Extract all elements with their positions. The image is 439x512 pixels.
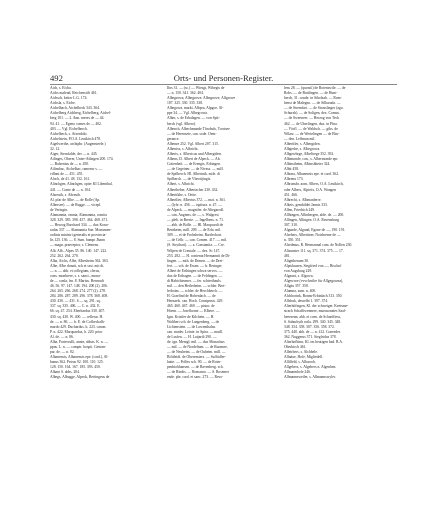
index-line: Allnäue, Hofe, Migliedell. [284,355,324,360]
index-line: — can. Augiens. de —, s. Walgrest [167,212,219,217]
index-line: berch (vgl. Albero). [167,121,197,126]
index-line: — n. — abb. et collegium, clerus, [50,268,100,273]
index-line: — mil. — de Nordelium. — de Ruomne, [167,344,228,349]
index-line: — abb. de Bolle. — Hl. Marquardi de [167,223,224,228]
index-line: Bentkeim, mill. 209. — de Erla. mil. [167,228,222,233]
index-line: — de Neuheim. — de Ouheim. mill. — [167,350,226,355]
index-line: Albgesbe, s. Albegrowa. [284,146,321,151]
index-line: Walthert sch. de Langenberg. — de [167,319,220,324]
index-line: Schurzh). — de Soligen, dex. Comus. [284,111,340,116]
index-line: Albani S. abbs. 204. [50,370,80,375]
index-line: lingen. — mth. de Drmen. — de Drei- [167,258,224,263]
index-line: 375. 440. abb. de — n. 412. Coneedes [284,329,341,334]
index-line: dt Habichiermer. — fer. schterthauls. [167,278,222,283]
index-line: — de Rindts. — Romanor. — S. Rosemer [167,370,230,375]
index-line: heeesenn, abb. et conv. de Schaeffiess, [284,314,341,319]
index-line: 187. 325. 330. 335. 338. [167,101,203,106]
index-line: 46. 56. 97. 147. 148. 194. 200 (2). 206. [50,284,108,289]
index-line: Albrunsbr. aom, Albers, O.A. Leutkirch, [284,182,344,187]
index-line: Algaunt, s. Algowa. [284,273,314,278]
index-line: de Alpeck. — magnifer. de Altegarodl. [167,207,225,212]
index-line: Hoem. — Josefhorne — Klbere. — [167,309,220,314]
index-line: penbiohhansen. — de Ravenberg. sch. [167,365,224,370]
index-line: Alba, Fraterculli, annie, abbas. K. n. — [50,339,109,344]
index-line: Albersee). — de Rugge. — vicepl. [50,202,102,207]
index-line: — de Gegeiner. — de Nivass. — mill. [167,167,224,172]
index-line: can. moder. Leinie. in Spira. — mutll. [167,329,224,334]
index-line: — n. 150. 341. 362. 404. [167,91,204,96]
index-line: 328. 329. 385. 398. 457. 464. 468. 471. [50,218,109,223]
index-line: hensi de Malegno. — de Silbarada. — [284,101,341,106]
index-line: Allen, Friedrich 249. [284,207,315,212]
index-line: 451. 466. [284,192,298,197]
index-line: mil. — den Hetlerheim. — schler. Bert- [167,284,226,289]
index-line: Alleirbers, s. Alchbele. [284,350,318,355]
index-line: Algunde, Algund, Egone de —, 190. 191. [284,228,346,233]
index-line: H. Graelind de Hobenlach. — de [167,294,216,299]
index-line: Aichelstein, P.O.A. Leutkirch 478. [50,136,102,141]
index-line: — de Stremfart. — de Strasslinger (ago. [284,106,344,111]
index-line: Ibrs 31. — (sc.) — Wiesgt, Wibegts de [167,86,225,90]
index-line: Albegrowa, Albegrowe, Albegrowe, Alfgrowe [167,96,236,101]
index-line: 284. 286. 287. 289. 296. 378. 368. 408. [50,294,109,299]
index-line: Aichsch, keiter L.G. 174. [50,96,88,101]
header-rule [50,84,397,85]
index-line: gerance. [167,136,180,141]
index-line: Alamannia, omnia, Alamannia, comita [50,212,107,217]
index-line: 362. Nuggerus 371. Siegfridus 378. [284,334,337,339]
index-line: Alba, Aichs, Albe, Albesheim 362. 363. [50,258,109,263]
index-line: Allhingen, Allinbergen, alde. de. — 200. [284,212,345,217]
index-line: Aichsla, s. Eiche. [50,101,76,106]
index-line: 441. — Conte de — n. 104. [50,187,91,192]
index-line: Albertlier, Albertus 372. — mat. n. 361. [167,197,226,202]
index-line: — magn. praeceptor, s. Clemens. [50,243,100,248]
index-line: Alkeis, gembildet Jannis 333. [284,202,328,207]
index-line: Alfshuk, desselbt 1. 397. 374. [284,299,329,304]
index-line: Albert de Erthingen schwa servos. — [167,268,223,273]
index-line: Alisunster 111. sq. 371. 374. 375. — 17. [284,248,344,253]
index-line: Alpisluusen, Siegfried von —, Bischof [284,263,342,268]
index-line: Albens, D. Albert de Alpeck. — Ab. [167,157,221,162]
index-line: 337. sq. 335. 406. — C. n. 432. E. [50,304,101,309]
index-column-right [284,86,396,460]
index-line: Bifttleidi. de Oberensters. — Suffiidler- [167,355,226,360]
index-line: Allgäu 357. 358. [284,284,309,289]
index-line: 465. 460. 467. 469. — pistor. de [167,304,215,309]
index-line: lens 28. — (quond.) de Rotenswile. — de [284,86,346,90]
index-line: ende. pbr. card. et sanc. 273. — Reso- [167,375,224,380]
running-header [50,72,397,84]
page-number: 492 [50,73,63,83]
index-line: Alltlfeld, s. Albaroch. [284,360,317,365]
index-line: 307. 310. [284,223,298,228]
index-line: Alzreuth, s. Altreuth. [50,192,82,197]
index-line: 309. — et de Frohsheim. Bartlechart. [167,233,222,238]
index-line: — den. Leffmun mil. [284,136,316,141]
index-line: Al. de. — n. 86. [50,334,74,339]
index-line: de — conla, fm. 8. Marius. Bernrudt [50,278,104,283]
index-line: Albertikhe, s. Oette. [167,192,197,197]
index-line: Oberkirch 461. [284,344,307,349]
index-line: 253. 282. — H. contenta Hermannii de Di- [167,253,231,258]
index-line: de Spilberch. Hl. Albertnik. mile. di [167,172,220,177]
index-line: 264. 265. 266. 268. 274. 277 (2). 278. [50,289,106,294]
index-line: Aichelberg Aichberg, Eichelberg, Aichel- [50,111,112,116]
index-line: hatte. — Pollex sch. 90. — de Roter- [167,360,222,365]
index-line: Albgewbrge, Albelirege 352. 392. [284,152,335,157]
index-line: Albe, Albe donati, sch et ssst. mit dt. [50,263,105,268]
index-line: — Herzog Burchard 334. — dux Kono- [50,223,109,228]
index-line: par. de. — n. 82. [50,350,75,355]
index-line: Wilpen de Creutale. — dex. Sc 147. [167,248,221,253]
index-line: Algewore (vvvchrrilre für Allgegowna), [284,278,344,283]
index-line: Albrecht, s. Albmanlerre. [284,197,322,202]
index-line: — pleb. in Breste. — Ingelbens. n. 71. [167,218,224,223]
index-line: radus 337. — Alamannia Sue. Monumen- [50,228,112,233]
index-line: Alsehers, Albertiner, Noisbreme de — [284,233,341,238]
index-line: berg 101. — 2. Ann. meres de — 44. [50,116,105,121]
index-line: Albimonde, can., s. Albermonde epr. [284,157,339,162]
index-line: villani de — 451. 455. [50,172,84,177]
index-line: Alchhorink, Bonns-Erbinlach 313. 350. [284,294,343,299]
index-line: banus 362. Petrus 92. 100. 110. 125. [50,360,104,365]
index-line: von Augsburg 229. [284,268,313,273]
index-line: 32. 12. [50,146,61,151]
index-line: Albanensis, Albanensis epe. (card.), Al- [50,355,109,360]
index-line: 430. 430. — 431. 6 — sq. 291. sq. [50,299,101,304]
index-line: Alb. Alb., Alpes 35. 86. 140. 147. 222. [50,248,108,253]
index-line: Albench, Albechmunde Throbuls, Torrtsee [167,126,230,131]
index-line: 430. sq. 430. W. 400. — cellerar. H. [50,314,104,319]
index-line: cons. monbrere, s. s. sanct., mona- [50,273,101,278]
index-line: — Vörfl. — de Waldsch. — gibs. de [284,126,338,131]
index-line: ppus. L. n. — comptr. hospit. Genom- [50,344,107,349]
index-line: Aich, s. Eicha. [50,86,72,90]
index-line: Alignthenum 30. [284,258,309,263]
index-line: — de Cellr. — can. Comen. 417. — mil. [167,238,227,243]
index-line: strach Schafftwennere, mueasonates Saaf- [284,309,347,314]
index-line: Alterhofhinn, Kl. im heutigen bad. B.A. [284,339,343,344]
index-line: Lichtenstein. — de Lowenthalsn. [167,324,217,329]
index-line: Allmannhofe 246. [284,370,311,375]
index-line: Ailinsbac, Aichelbac, ramenw s. — [50,167,103,172]
index-line: lerboim. — schler. de Herchberch. — [167,289,223,294]
index-line: de Lusfen. — H. Lutjardi 290. — [167,334,217,339]
index-line: 94. 41. — Egeno comes de — 402. [50,121,102,126]
index-line: 403. — Vgl. Eichelberch. [50,126,88,131]
index-line: de Veringin. [50,207,68,212]
index-line: 481. [284,253,291,258]
index-line: Allmannsweiler, s. Allmannswyler. [284,375,336,380]
running-title: Orts- und Personen-Register. [173,73,274,83]
index-line: berch, 31. conde. in Stholzab. — Rom- [284,96,342,101]
index-line: 348. 354. 358. 307. 356. 358. 372. [284,324,335,329]
index-column-left [50,86,162,460]
index-line: Rohs. — de Buttlingen. — de Hunt- [284,91,338,96]
index-line: de. — n. 86. — fr. E. de Coflrechalh- [50,319,105,324]
index-line: Aloch, de 41. 48. 132. 161. [50,177,91,182]
index-line: lis 125. 136. — 8. Sum. bampt Jhann [50,238,105,243]
index-line: 252. 262. 264. 270. [50,253,79,258]
index-line: Alterhöfingen, Kl. der schweiger. Keetsme- [284,304,349,309]
index-line: — Balsenius de — n. 450. [50,162,90,167]
index-line: P. n. 422. Marquardus, h. 220. prior [50,329,103,334]
index-line: Albert, s. Albricht. [167,182,195,187]
index-line: S. Sahurhyth rotla. 299. 340. 345. 348. [284,319,342,324]
index-line: Alberis, s. Albericus und Albergiden. [167,152,222,157]
index-line: Alinchgen, Alinchgen, opter KI Libenthal, [50,182,113,187]
index-line: n. 350. 351. [284,238,302,243]
index-line: dux de Erthagen. — de Feldingen. — [167,273,223,278]
index-line: Igm. Kristfer de Kilchein. — H. [167,314,215,319]
index-line: ppe 34. — Vgl. Albegrowa. [167,111,208,116]
index-line: fert. — sch. de Essen. — fr. Beringer [167,263,222,268]
index-line: Albegowa, markt, Albpra, Alpgoe, Al- [167,106,224,111]
index-line: 66. sq. 47. 254. Eberhardus 330. 407. [50,309,106,314]
index-line: mardo 429. Duchardus. h. 223. canon. [50,324,107,329]
index-line: Albit 458. [284,167,299,172]
index-line: Alsedmus, R. Hermannal com. de Nollen 230. [284,243,353,248]
index-line: Allingen, Allingen. O.A. Ravensburg [284,218,339,223]
index-line: Cottenheit. — de Erengis, Erbingen. [167,162,221,167]
index-line: Albrenu 173. [284,177,304,182]
index-line: Albertiler, s. Albergiden. [284,141,321,146]
index-line: Albinstheim, Albinsbheier 324. [284,162,331,167]
index-line: 128. 150. 164. 167. 185. 393. 450. [50,365,101,370]
index-line: 462. — de Überlingen, dux. in Pfna. [284,121,338,126]
index-line: Al. pfar de Albe. — de Rolle (Ap. [50,197,101,202]
index-line: Albegs, Albugge, Alpeck, Bertingeus de [50,375,110,380]
index-line: de. ign. Mentgl. mil. — dux Monachus [167,339,225,344]
index-column-middle [167,86,279,460]
index-line: Alumna, zum. n. 400. [284,289,317,294]
index-line: Albertheber, Albertacher 230. 432. [167,187,219,192]
index-line: — de Sweenver. — Herzog von Teck [284,116,340,121]
index-line: Aiger, Sternfalde, der — n. 445. [50,152,98,157]
index-line: Albona, Albanensis epe. et card. 362. [284,172,339,177]
index-line: Allgebers, s. Algebers n. Algenhen. [284,365,337,370]
index-line: Ailinges, Oberer, Unter-Ailingen 200. 174. [50,157,114,162]
index-line: Hernaels. can. Hoch. Constpnsis. 429. [167,299,224,304]
index-line: Albenixs, s. Albricht. [167,146,199,151]
index-line: Aichelbach, Aichelbeck 343. 364. [50,106,100,111]
index-line: Alber, s. de Erbalagen. — von Spit- [167,116,220,121]
index-line: — de Herenseie, can. sode. Oem- [167,131,217,136]
index-line: Aigelwerthe, archipbr. (Augensteele.) [50,141,106,146]
index-line: (S. Strythari). — a. Constantia. — Cre. [167,243,225,248]
index-line: ordinis ministri generalis et provincia- [50,233,107,238]
index-line: oder Albers, Alpirtts, O.A. Wangen [284,187,336,192]
index-line: Aichs malend, Reichenstift 461. [50,91,98,96]
index-line: Wilasr. — de Wertelingen — de Elnr- [284,131,340,136]
index-line: Aichelbeck, s. Aixenbilo. [50,131,88,136]
index-line: Albenze 252. Vgl. Albert 207. 315. [167,141,219,146]
index-line: Spilberch. — de Vbeotijingis. [167,177,212,182]
index-line: — (lyfe. n. 456. — ispitura. n. 47. — [167,202,222,207]
